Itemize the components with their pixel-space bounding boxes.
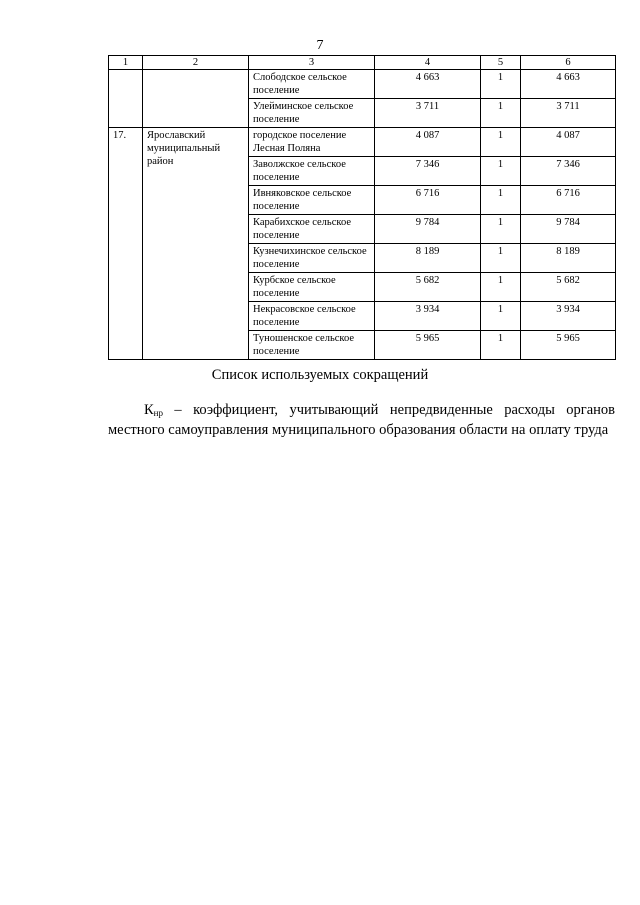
coefficient-cell: 1	[481, 186, 521, 215]
value-cell: 3 934	[375, 302, 481, 331]
coefficient-cell: 1	[481, 244, 521, 273]
column-header: 3	[249, 56, 375, 70]
value-cell: 5 965	[375, 331, 481, 360]
value-cell: 3 711	[375, 99, 481, 128]
allocation-table	[108, 55, 616, 360]
table-row	[109, 128, 616, 157]
total-cell: 3 934	[521, 302, 616, 331]
settlement-cell: Кузнечихинское сельское поселение	[249, 244, 375, 273]
value-cell: 8 189	[375, 244, 481, 273]
settlement-cell: Некрасовское сельское поселение	[249, 302, 375, 331]
coefficient-symbol: К	[144, 402, 154, 418]
total-cell: 5 965	[521, 331, 616, 360]
table-row	[109, 70, 616, 99]
total-cell: 8 189	[521, 244, 616, 273]
value-cell: 9 784	[375, 215, 481, 244]
column-header: 1	[109, 56, 143, 70]
settlement-cell: Улейминское сельское поселение	[249, 99, 375, 128]
settlement-cell: городское поселение Лесная Поляна	[249, 128, 375, 157]
value-cell: 4 087	[375, 128, 481, 157]
total-cell: 5 682	[521, 273, 616, 302]
settlement-cell: Карабихское сельское поселение	[249, 215, 375, 244]
coefficient-cell: 1	[481, 331, 521, 360]
coefficient-subscript: нр	[153, 408, 163, 418]
total-cell: 4 087	[521, 128, 616, 157]
coefficient-cell: 1	[481, 215, 521, 244]
district-cell: Ярославский муниципальный район	[143, 128, 249, 360]
definition-text: – коэффициент, учитывающий непредвиденные расходы органов местного самоуправления муниципального образования области на оплату труда	[108, 402, 615, 438]
settlement-cell: Ивняковское сельское поселение	[249, 186, 375, 215]
abbreviations-title: Список используемых сокращений	[211, 367, 429, 383]
settlement-cell: Заволжское сельское поселение	[249, 157, 375, 186]
page-number: 7	[316, 38, 324, 53]
total-cell: 3 711	[521, 99, 616, 128]
coefficient-cell: 1	[481, 70, 521, 99]
table-header-row	[109, 56, 616, 70]
settlement-cell: Слободское сельское поселение	[249, 70, 375, 99]
coefficient-cell: 1	[481, 157, 521, 186]
total-cell: 7 346	[521, 157, 616, 186]
value-cell: 6 716	[375, 186, 481, 215]
value-cell: 5 682	[375, 273, 481, 302]
column-header: 4	[375, 56, 481, 70]
empty-number-cell	[109, 70, 143, 128]
coefficient-cell: 1	[481, 99, 521, 128]
value-cell: 4 663	[375, 70, 481, 99]
coefficient-cell: 1	[481, 128, 521, 157]
group-number-cell: 17.	[109, 128, 143, 360]
column-header: 2	[143, 56, 249, 70]
total-cell: 4 663	[521, 70, 616, 99]
value-cell: 7 346	[375, 157, 481, 186]
abbreviation-definition	[108, 400, 615, 440]
total-cell: 6 716	[521, 186, 616, 215]
column-header: 6	[521, 56, 616, 70]
column-header: 5	[481, 56, 521, 70]
settlement-cell: Туношенское сельское поселение	[249, 331, 375, 360]
settlement-cell: Курбское сельское поселение	[249, 273, 375, 302]
coefficient-cell: 1	[481, 273, 521, 302]
empty-district-cell	[143, 70, 249, 128]
coefficient-cell: 1	[481, 302, 521, 331]
total-cell: 9 784	[521, 215, 616, 244]
